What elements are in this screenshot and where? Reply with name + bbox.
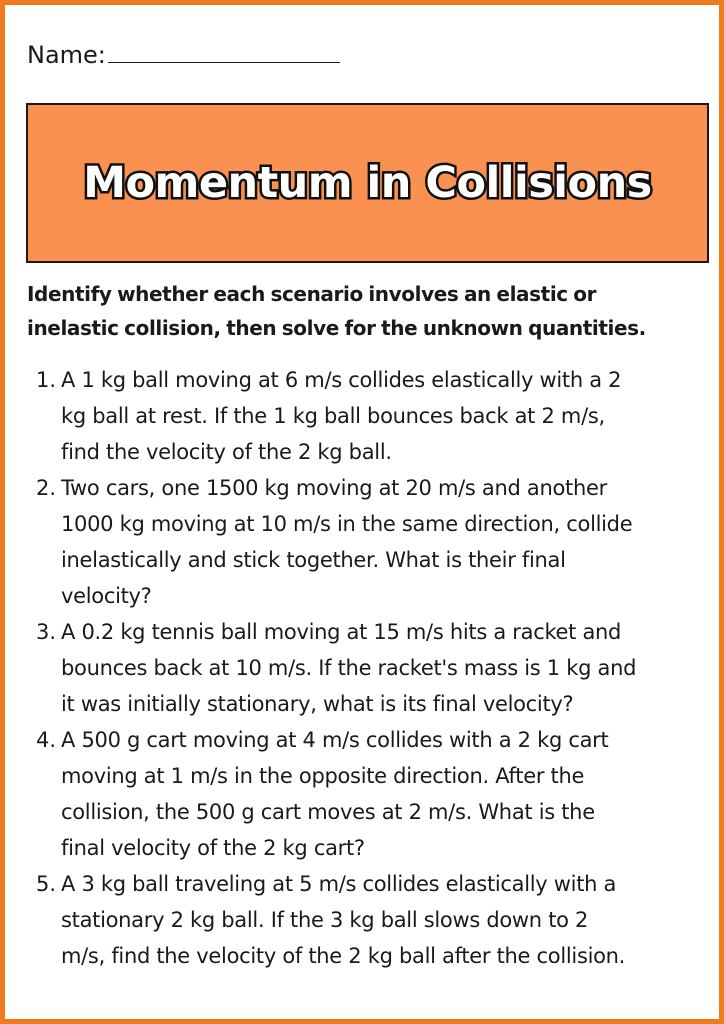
question-text-line: find the velocity of the 2 kg ball. <box>61 440 392 464</box>
question-item <box>5 866 724 974</box>
question-text-line: stationary 2 kg ball. If the 3 kg ball slows down to 2 <box>61 908 589 932</box>
question-number: 4. <box>36 728 57 752</box>
question-text-line: kg ball at rest. If the 1 kg ball bounces back at 2 m/s, <box>61 404 605 428</box>
instructions-line: inelastic collision, then solve for the unknown quantities. <box>27 316 646 340</box>
question-text-line: A 1 kg ball moving at 6 m/s collides elastically with a 2 <box>61 368 622 392</box>
instructions <box>27 277 707 345</box>
title-banner <box>26 103 709 263</box>
question-number: 3. <box>36 620 57 644</box>
question-text-line: final velocity of the 2 kg cart? <box>61 836 365 860</box>
question-list <box>5 362 724 974</box>
question-item <box>5 722 724 866</box>
name-label: Name: <box>27 41 106 69</box>
page-title: Momentum in Collisions <box>83 158 652 208</box>
name-blank-line <box>108 38 340 63</box>
question-text-line: m/s, find the velocity of the 2 kg ball after the collision. <box>61 944 626 968</box>
question-text-line: moving at 1 m/s in the opposite direction. After the <box>61 764 585 788</box>
question-number: 5. <box>36 872 57 896</box>
question-text-line: inelastically and stick together. What is their final <box>61 548 566 572</box>
question-item <box>5 362 724 470</box>
question-number: 2. <box>36 476 57 500</box>
question-number: 1. <box>36 368 57 392</box>
question-text-line: Two cars, one 1500 kg moving at 20 m/s and another <box>61 476 607 500</box>
question-text-line: velocity? <box>61 584 152 608</box>
name-field <box>27 38 340 69</box>
question-text-line: it was initially stationary, what is its final velocity? <box>61 692 574 716</box>
question-text-line: collision, the 500 g cart moves at 2 m/s. What is the <box>61 800 595 824</box>
question-text-line: A 0.2 kg tennis ball moving at 15 m/s hits a racket and <box>61 620 622 644</box>
question-text-line: A 3 kg ball traveling at 5 m/s collides elastically with a <box>61 872 617 896</box>
question-text-line: A 500 g cart moving at 4 m/s collides with a 2 kg cart <box>61 728 609 752</box>
question-text-line: bounces back at 10 m/s. If the racket's mass is 1 kg and <box>61 656 637 680</box>
question-text-line: 1000 kg moving at 10 m/s in the same direction, collide <box>61 512 633 536</box>
instructions-line: Identify whether each scenario involves an elastic or <box>27 282 597 306</box>
question-item <box>5 614 724 722</box>
question-item <box>5 470 724 614</box>
